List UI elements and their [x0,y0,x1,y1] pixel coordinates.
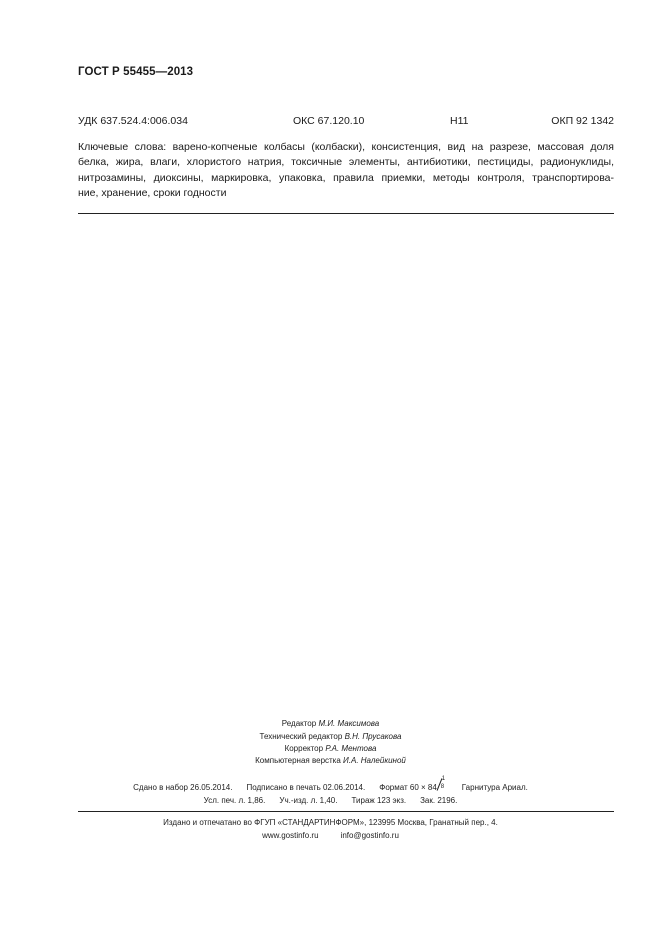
keywords-line: белка, жира, влаги, хлористого натрия, токсичные элементы, антибиотики, пестициды, радионуклиды, [78,156,614,169]
classification-row [78,115,614,129]
print-info-line-2: Усл. печ. л. 1,86. Уч.-изд. л. 1,40. Тираж 123 экз. Зак. 2196. [203,796,458,805]
keywords-line: Ключевые слова: варено-копченые колбасы (колбаски), консистенция, вид на разрезе, массовая доля [78,141,614,153]
udk-code: УДК 637.524.4:006.034 [78,115,188,127]
credit-proofreader: Корректор Р.А. Ментова [284,744,377,753]
group-code: Н11 [450,115,469,127]
keywords-line: нитрозамины, диоксины, маркировка, упаковка, правила приемки, методы контроля, транспортирова- [78,171,614,184]
website-link[interactable]: www.gostinfo.ru [262,831,319,840]
email-link[interactable]: info@gostinfo.ru [340,831,399,840]
credit-editor: Редактор М.И. Максимова [281,719,380,728]
keywords-line: ние, хранение, сроки годности [78,187,227,200]
okp-code: ОКП 92 1342 [551,115,614,127]
divider [78,213,614,214]
document-title: ГОСТ Р 55455—2013 [78,66,194,78]
keywords-paragraph [78,140,614,202]
format-fraction: 1 8 [437,781,448,791]
oks-code: ОКС 67.120.10 [293,115,365,127]
credit-tech-editor: Технический редактор В.Н. Прусакова [259,732,402,741]
publisher-line: Издано и отпечатано во ФГУП «СТАНДАРТИНФОРМ», 123995 Москва, Гранатный пер., 4. [163,818,498,827]
print-info-line: Сдано в набор 26.05.2014. Подписано в печать 02.06.2014. Формат 60 × 84 1 8 Гарнитура Ариал. [133,776,528,792]
publisher-contacts [0,831,661,840]
divider-bottom [78,811,614,812]
credit-layout: Компьютерная верстка И.А. Налейкиной [255,756,406,765]
